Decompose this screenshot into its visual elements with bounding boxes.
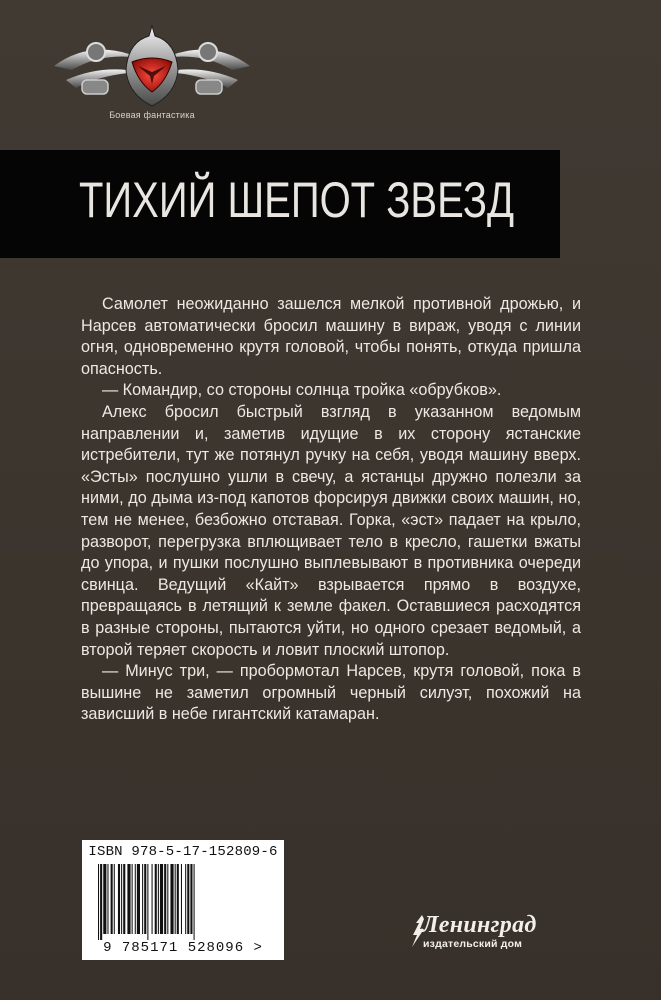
- paragraph: Самолет неожиданно зашелся мелкой противной дрожью, и Нарсев автоматически бросил машину в вираж, уводя с линии огня, одновременно крутя головой, чтобы понять, откуда пришла опасность.: [81, 295, 581, 378]
- publisher-name: Ленинград: [422, 912, 537, 938]
- barcode-panel: [82, 840, 284, 960]
- paragraph: — Командир, со стороны солнца тройка «обрубков».: [102, 381, 502, 400]
- barcode-digits: 9 785171 528096 >: [103, 940, 263, 956]
- blurb-text: [81, 294, 581, 726]
- book-title: ТИХИЙ ШЕПОТ ЗВЕЗД: [79, 172, 515, 228]
- paragraph: Алекс бросил быстрый взгляд в указанном ведомым направлении и, заметив идущие в их сторону ястанские истребители, тут же потянул ручку на себя, уводя машину вверх. «Эсты» послушно ушли в свечу, а ястанцы дружно полезли за ними, до дыма из-под капотов форсируя движки своих машин, но, тем не менее, безбожно отставая. Горка, «эст» падает на крыло, разворот, перегрузка вплющивает тело в кресло, гашетки вжаты до упора, и пушки послушно выплевывают в противника очереди свинца. Ведущий «Кайт» взрывается прямо в воздухе, превращаясь в летящий к земле факел. Оставшиеся расходятся в разные стороны, пытаются уйти, но одного срезает ведомый, а второй теряет скорость и ловит плоский штопор.: [81, 402, 581, 659]
- isbn-label: ISBN 978-5-17-152809-6: [88, 844, 278, 860]
- series-logo: [52, 18, 252, 128]
- title-band: [0, 150, 560, 258]
- paragraph: — Минус три, — пробормотал Нарсев, крутя головой, пока в вышине не заметил огромный черный силуэт, похожий на зависший в небе гигантский катамаран.: [81, 662, 581, 724]
- publisher-logo: [412, 912, 572, 956]
- publisher-subtitle: издательский дом: [423, 938, 523, 950]
- series-caption: Боевая фантастика: [109, 110, 195, 120]
- barcode-icon: [98, 864, 268, 940]
